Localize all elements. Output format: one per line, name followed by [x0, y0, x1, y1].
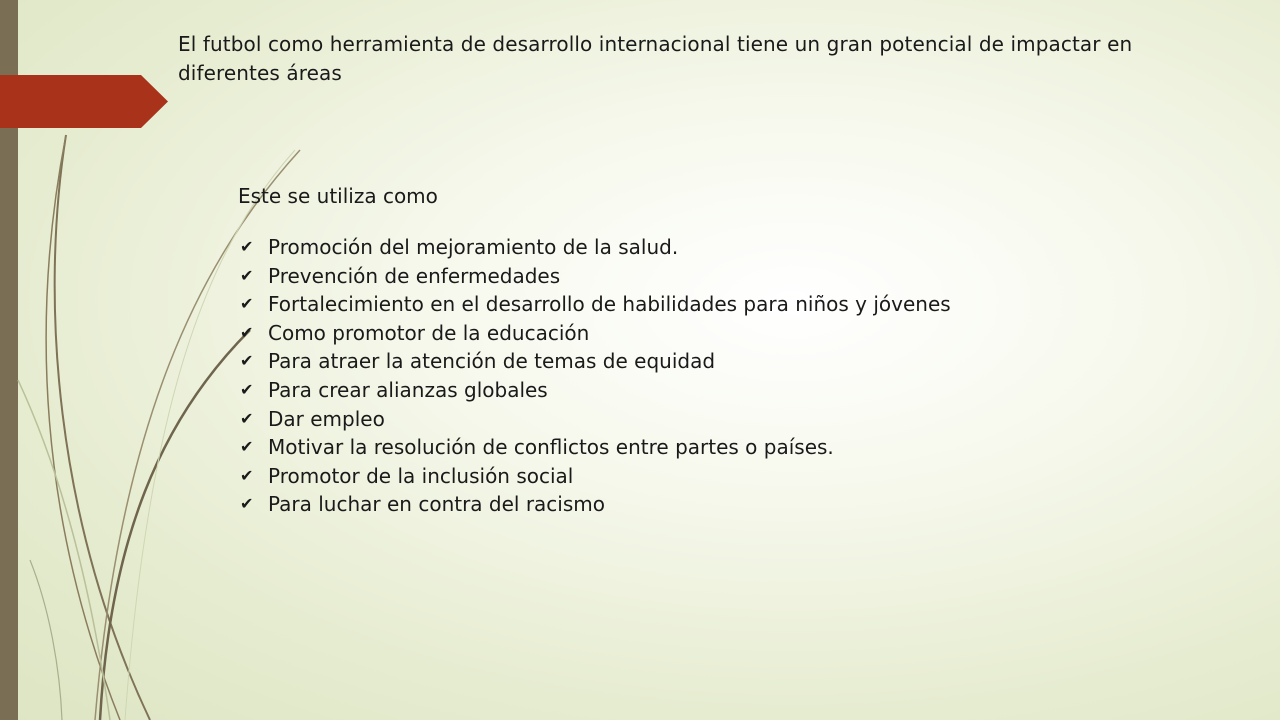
check-icon: ✔ — [240, 237, 254, 256]
check-icon: ✔ — [240, 437, 254, 457]
slide-title: El futbol como herramienta de desarrollo internacional tiene un gran potencial de impactar en diferentes áreas — [178, 32, 1133, 85]
list-item — [240, 462, 951, 491]
list-item-text: Para atraer la atención de temas de equidad — [268, 349, 716, 374]
check-icon: ✔ — [240, 379, 254, 399]
list-item — [240, 405, 951, 434]
list-item-text: Promotor de la inclusión social — [268, 463, 574, 488]
list-item — [240, 347, 951, 376]
list-item-text: Fortalecimiento en el desarrollo de habilidades para niños y jóvenes — [268, 292, 951, 317]
check-icon: ✔ — [240, 494, 254, 514]
list-item — [240, 376, 951, 405]
check-icon: ✔ — [240, 351, 254, 371]
check-icon: ✔ — [240, 322, 254, 342]
check-list — [240, 233, 951, 519]
list-item — [240, 262, 951, 291]
list-item — [240, 490, 951, 519]
check-icon: ✔ — [240, 465, 254, 485]
list-item-text: Prevención de enfermedades — [268, 263, 561, 288]
check-icon: ✔ — [240, 265, 254, 285]
list-item-text: Motivar la resolución de conflictos entre partes o países. — [268, 435, 834, 460]
check-icon: ✔ — [240, 408, 254, 428]
list-item — [240, 290, 951, 319]
list-item-text: Como promotor de la educación — [268, 320, 590, 345]
intro-text: Este se utiliza como — [238, 184, 438, 208]
list-item — [240, 319, 951, 348]
accent-tab — [0, 75, 168, 128]
check-icon: ✔ — [240, 294, 254, 314]
list-item-text: Para crear alianzas globales — [268, 377, 548, 402]
list-item — [240, 233, 951, 262]
list-item-text: Promoción del mejoramiento de la salud. — [268, 235, 679, 259]
list-item-text: Para luchar en contra del racismo — [268, 492, 606, 517]
list-item-text: Dar empleo — [268, 406, 385, 431]
list-item — [240, 433, 951, 462]
